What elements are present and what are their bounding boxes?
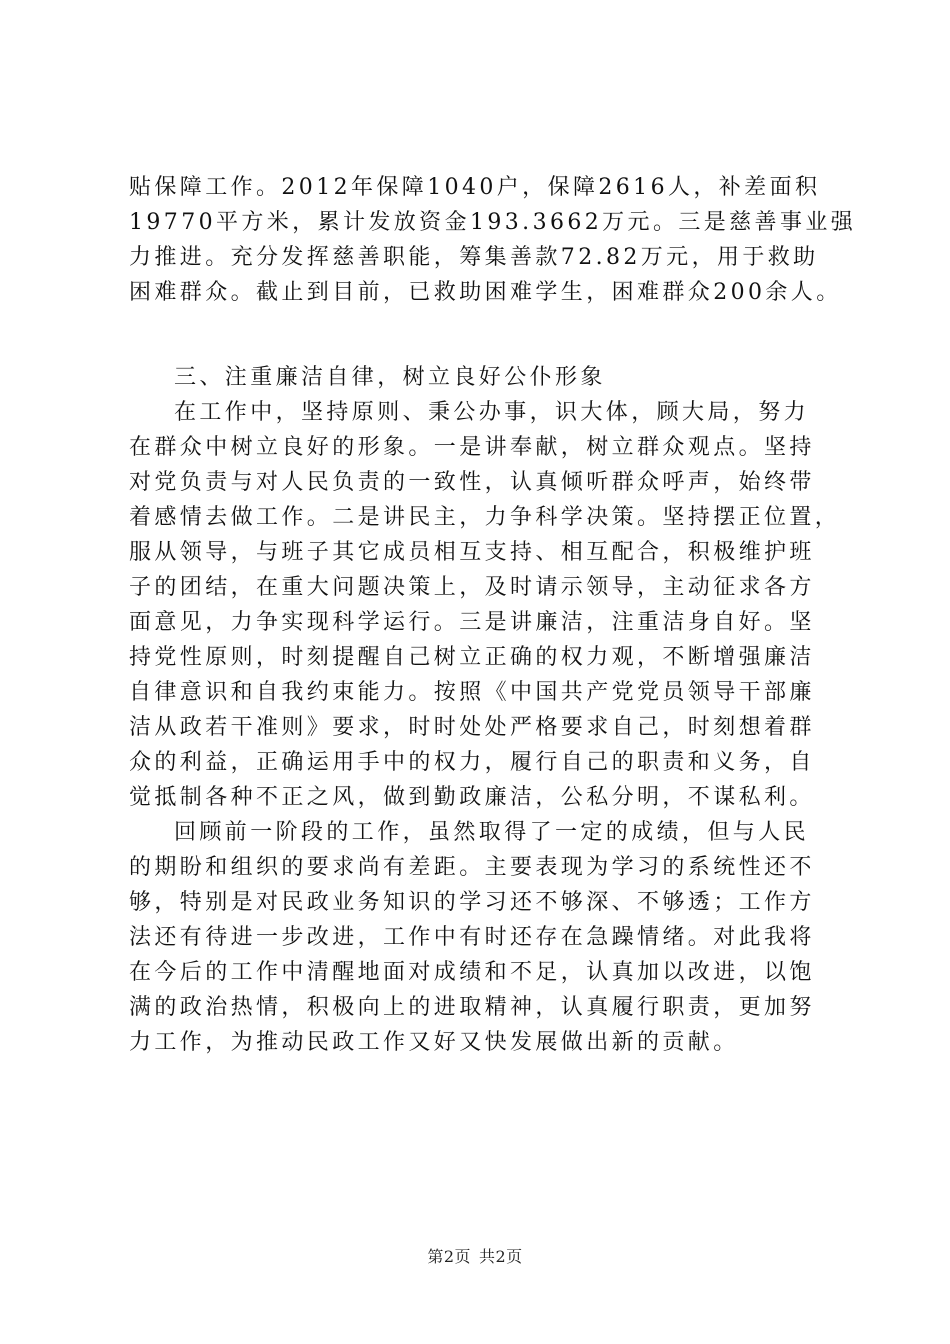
document-body <box>129 170 857 1060</box>
paragraph-spacer <box>129 310 829 360</box>
paragraph-line: 力推进。充分发挥慈善职能，筹集善款72.82万元，用于救助 <box>129 245 819 270</box>
paragraph-line: 19770平方米，累计发放资金193.3662万元。三是慈善事业强 <box>129 210 857 235</box>
paragraph-line: 自律意识和自我约束能力。按照《中国共产党党员领导干部廉 <box>129 680 815 705</box>
paragraph-line: 众的利益，正确运用手中的权力，履行自己的职责和义务，自 <box>129 750 815 775</box>
paragraph-line: 服从领导，与班子其它成员相互支持、相互配合，积极维护班 <box>129 540 815 565</box>
paragraph-line: 满的政治热情，积极向上的进取精神，认真履行职责，更加努 <box>129 995 815 1020</box>
paragraph-line: 贴保障工作。2012年保障1040户，保障2616人，补差面积 <box>129 175 821 200</box>
paragraph-line: 面意见，力争实现科学运行。三是讲廉洁，注重洁身自好。坚 <box>129 610 815 635</box>
paragraph-line: 子的团结，在重大问题决策上，及时请示领导，主动征求各方 <box>129 575 815 600</box>
paragraph-line: 够，特别是对民政业务知识的学习还不够深、不够透；工作方 <box>129 890 815 915</box>
paragraph-line: 的期盼和组织的要求尚有差距。主要表现为学习的系统性还不 <box>129 855 815 880</box>
page-footer <box>0 1244 950 1267</box>
paragraph-3 <box>129 815 829 1060</box>
paragraph-line: 在群众中树立良好的形象。一是讲奉献，树立群众观点。坚持 <box>129 435 815 460</box>
paragraph-line: 力工作，为推动民政工作又好又快发展做出新的贡献。 <box>129 1030 739 1055</box>
paragraph-line: 觉抵制各种不正之风，做到勤政廉洁，公私分明，不谋私利。 <box>129 785 815 810</box>
paragraph-2 <box>129 395 841 815</box>
paragraph-line: 洁从政若干准则》要求，时时处处严格要求自己，时刻想着群 <box>129 715 815 740</box>
page-number: 第2页 <box>427 1247 471 1266</box>
paragraph-1 <box>129 170 857 310</box>
paragraph-line: 回顾前一阶段的工作，虽然取得了一定的成绩，但与人民 <box>174 820 810 845</box>
paragraph-line: 法还有待进一步改进，工作中有时还存在急躁情绪。对此我将 <box>129 925 815 950</box>
paragraph-line: 持党性原则，时刻提醒自己树立正确的权力观，不断增强廉洁 <box>129 645 815 670</box>
page-total: 共2页 <box>479 1247 523 1266</box>
paragraph-line: 在工作中，坚持原则、秉公办事，识大体，顾大局，努力 <box>174 400 810 425</box>
paragraph-line: 困难群众。截止到目前，已救助困难学生，困难群众200余人。 <box>129 280 842 305</box>
paragraph-line: 着感情去做工作。二是讲民主，力争科学决策。坚持摆正位置， <box>129 505 841 530</box>
paragraph-line: 对党负责与对人民负责的一致性，认真倾听群众呼声，始终带 <box>129 470 815 495</box>
section-heading: 三、注重廉洁自律，树立良好公仆形象 <box>174 365 606 390</box>
paragraph-line: 在今后的工作中清醒地面对成绩和不足，认真加以改进，以饱 <box>129 960 815 985</box>
